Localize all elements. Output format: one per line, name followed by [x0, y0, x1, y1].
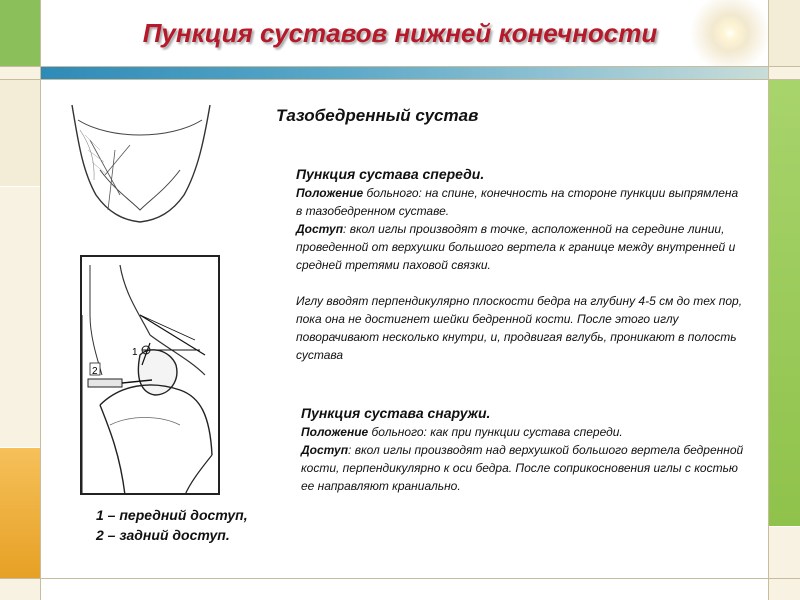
legend-line-front: 1 – передний доступ, [96, 507, 248, 523]
front-position-paragraph [296, 184, 746, 220]
side-puncture-section [301, 403, 751, 495]
side-position-label: Положение [301, 425, 369, 439]
side-access-text: : вкол иглы производят над верхушкой большого вертела бедренной кости, перпендикулярно к оси бедра. После соприкосновения иглы с костью ее направляют краниально. [301, 443, 744, 493]
title-underline-bar [41, 67, 768, 79]
side-access-label: Доступ [301, 443, 349, 457]
figure-label-1: 1 [132, 347, 138, 358]
figure-legend [96, 505, 248, 545]
frame-line-bottom [0, 578, 800, 579]
front-access-label: Доступ [296, 222, 344, 236]
front-position-label: Положение [296, 186, 364, 200]
top-strip-left [0, 67, 40, 79]
legend-line-back: 2 – задний доступ. [96, 527, 230, 543]
pelvis-illustration [60, 100, 220, 230]
side-access-paragraph [301, 441, 751, 495]
side-tile-left-2 [0, 187, 40, 447]
side-position-text: больного: как при пункции сустава спереди. [371, 425, 623, 439]
top-strip-right [769, 67, 800, 79]
front-position-text: больного: на спине, конечность на стороне пункции выпрямлена в тазобедренном суставе. [296, 186, 739, 218]
side-tile-left-orange [0, 448, 40, 578]
frame-line-left [40, 0, 41, 600]
hip-puncture-illustration [80, 255, 220, 495]
figure-label-2: 2 [92, 366, 98, 377]
front-access-text: : вкол иглы производят в точке, асположенной на середине линии, проведенной от верхушки большого вертела к границе между внутренней и средней третями паховой связки. [296, 222, 736, 272]
side-tile-left-1 [0, 80, 40, 186]
side-tile-left-3 [0, 579, 40, 600]
side-puncture-heading: Пункция сустава снаружи. [301, 405, 491, 421]
front-needle-paragraph: Иглу вводят перпендикулярно плоскости бедра на глубину 4-5 см до тех пор, пока она не достигнет шейки бедренной кости. После этого иглу поворачивают несколько кнутри, и, продвигая вглубь, проникают в полость сустава [296, 294, 743, 362]
front-puncture-section [296, 164, 746, 364]
frame-line-right [768, 0, 769, 600]
front-access-paragraph [296, 220, 746, 274]
slide-title: Пункция суставов нижней конечности [142, 18, 658, 48]
front-puncture-heading: Пункция сустава спереди. [296, 166, 485, 182]
slide-subtitle: Тазобедренный сустав [276, 106, 479, 125]
side-position-paragraph [301, 423, 751, 441]
frame-line-under-bar [0, 79, 800, 80]
side-tile-right-green [769, 80, 800, 526]
side-tile-right-cream [769, 527, 800, 600]
